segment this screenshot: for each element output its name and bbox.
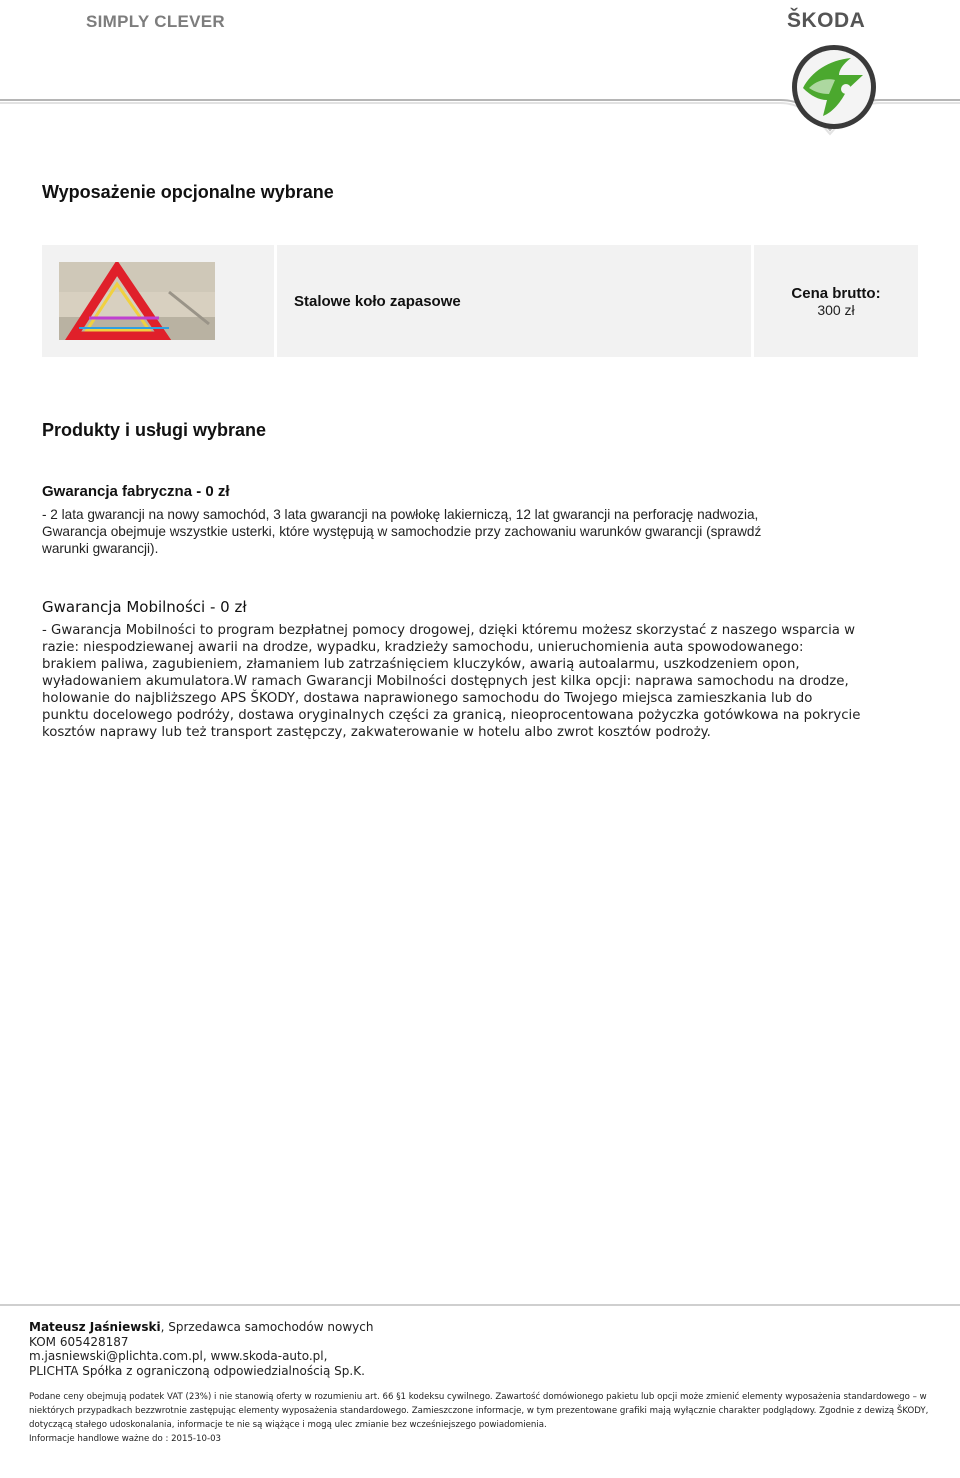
page-header	[0, 0, 960, 140]
mobility-warranty-text	[42, 622, 922, 741]
text-line: punktu docelowego podróży, dostawa oryginalnych części za granicą, nieoprocentowana pożyczka gotówkowa na pokrycie	[42, 708, 861, 723]
contact-links: m.jasniewski@plichta.com.pl, www.skoda-auto.pl,	[29, 1349, 328, 1363]
text-line: Gwarancja obejmuje wszystkie usterki, które występują w samochodzie przy zachowaniu warunków gwarancji (sprawdź	[42, 524, 762, 539]
optional-equipment-row	[42, 245, 918, 357]
legal-line: Podane ceny obejmują podatek VAT (23%) i nie stanowią oferty w rozumieniu art. 66 §1 kodeksu cywilnego. Zawartość domówionego pakietu lub opcji może zmienić elementy wyposażenia standardowego – w	[29, 1392, 927, 1402]
text-line: wyładowaniem akumulatora.W ramach Gwarancji Mobilności dostępnych jest kilka opcji: naprawa samochodu na drodze,	[42, 674, 849, 689]
contact-name-line	[29, 1320, 373, 1335]
text-line: kosztów naprawy lub też transport zastępczy, zakwaterowanie w hotelu albo zwrot kosztów podroży.	[42, 725, 711, 740]
factory-warranty-title: Gwarancja fabryczna - 0 zł	[42, 483, 230, 500]
text-line: warunki gwarancji).	[42, 541, 159, 556]
text-line: razie: niespodziewanej awarii na drodze, wypadku, kradzieży samochodu, unieruchomienia auta spowodowanego:	[42, 640, 804, 655]
optional-equipment-heading: Wyposażenie opcjonalne wybrane	[42, 182, 334, 202]
warning-triangle-image	[59, 262, 215, 340]
mobility-warranty-title: Gwarancja Mobilności - 0 zł	[42, 598, 247, 616]
factory-warranty-text	[42, 506, 922, 557]
item-name-cell	[277, 245, 751, 357]
factory-warranty-section	[42, 483, 922, 557]
item-price-cell	[754, 245, 918, 357]
products-heading: Produkty i usługi wybrane	[42, 420, 267, 440]
footer-divider	[0, 1304, 960, 1306]
contact-company: PLICHTA Spółka z ograniczoną odpowiedzialnością Sp.K.	[29, 1363, 365, 1378]
contact-phone: KOM 605428187	[29, 1334, 129, 1349]
skoda-logo-icon	[789, 42, 879, 132]
legal-line: dotyczącą stałego udoskonalania, informacje te nie są wiążące i mogą ulec zmianie bez wcześniejszego powiadomienia.	[29, 1420, 547, 1430]
salesperson-contact	[29, 1320, 373, 1378]
text-line: holowanie do najbliższego APS ŠKODY, dostawa naprawionego samochodu do Twojego miejsca zamieszkania lub do	[42, 691, 813, 706]
salesperson-role: , Sprzedawca samochodów nowych	[160, 1320, 374, 1334]
legal-notice	[29, 1390, 939, 1446]
item-name: Stalowe koło zapasowe	[294, 293, 461, 310]
legal-line: niektórych przypadkach bezzwrotnie zastępując elementy wyposażenia standardowego. Zamieszczone informacje, w tym prezentowane grafiki mają wyłącznie charakter podglądowy. Zgodnie z dewizą ŠKODY,	[29, 1406, 929, 1416]
text-line: - Gwarancja Mobilności to program bezpłatnej pomocy drogowej, dzięki któremu możesz skorzystać z naszego wsparcia w	[42, 623, 856, 638]
mobility-warranty-section	[42, 598, 922, 741]
item-image-cell	[42, 245, 274, 357]
text-line: brakiem paliwa, zagubieniem, złamaniem lub zatrzaśnięciem kluczyków, awarią autoalarmu, uszkodzeniem opon,	[42, 657, 800, 672]
legal-line: Informacje handlowe ważne do : 2015-10-03	[29, 1434, 222, 1444]
text-line: - 2 lata gwarancji na nowy samochód, 3 lata gwarancji na powłokę lakierniczą, 12 lat gwarancji na perforację nadwozia,	[42, 507, 759, 522]
brand-name: ŠKODA	[787, 9, 866, 32]
price-value: 300 zł	[817, 302, 855, 318]
salesperson-name: Mateusz Jaśniewski	[29, 1320, 161, 1334]
slogan: SIMPLY CLEVER	[86, 12, 225, 31]
price-label: Cena brutto:	[791, 285, 881, 302]
